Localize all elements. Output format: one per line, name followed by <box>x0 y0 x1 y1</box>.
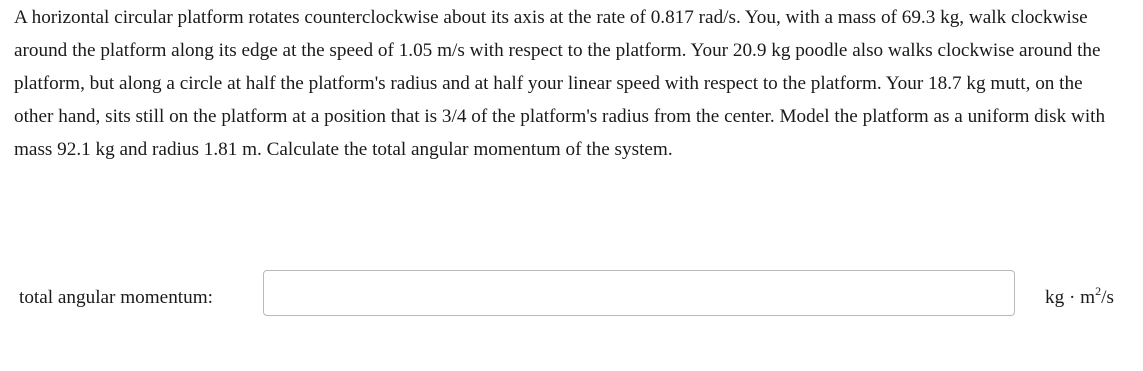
answer-unit <box>1045 286 1114 310</box>
problem-statement: A horizontal circular platform rotates counterclockwise about its axis at the rate of 0.817 rad/s. You, with a mass of 69.3 kg, walk clockwise around the platform along its edge at the speed of 1.05 m/s with respect to the platform. Your 20.9 kg poodle also walks clockwise around the platform, but along a circle at half the platform's radius and at half your linear speed with respect to the platform. Your 18.7 kg mutt, on the other hand, sits still on the platform at a position that is 3/4 of the platform's radius from the center. Model the platform as a uniform disk with mass 92.1 kg and radius 1.81 m. Calculate the total angular momentum of the system. <box>14 7 1106 160</box>
unit-exponent: 2 <box>1095 284 1102 298</box>
answer-label: total angular momentum: <box>19 287 213 308</box>
unit-tail: /s <box>1101 287 1114 308</box>
total-angular-momentum-input[interactable] <box>263 270 1015 316</box>
answer-row <box>0 268 1143 322</box>
unit-base: kg · m <box>1045 287 1096 308</box>
